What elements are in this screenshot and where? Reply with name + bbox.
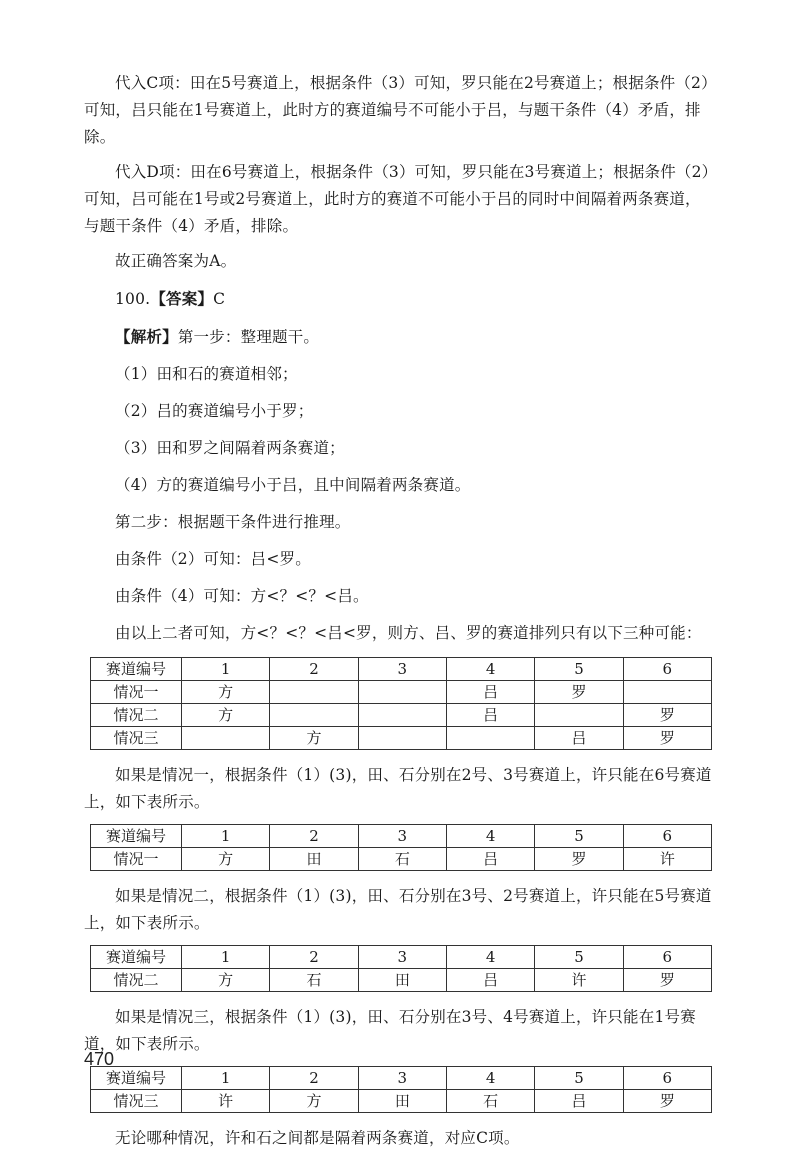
table-cell: 罗: [535, 681, 623, 704]
table-cell: 方: [182, 681, 270, 704]
answer-number: 100.: [115, 290, 151, 308]
overview-table: [90, 657, 712, 750]
table-header-row: [91, 658, 712, 681]
header-num-cell: 2: [270, 1067, 358, 1090]
header-num-cell: 2: [270, 946, 358, 969]
header-num-cell: 5: [535, 658, 623, 681]
header-num-cell: 6: [623, 1067, 711, 1090]
condition-3: （3）田和罗之间隔着两条赛道；: [115, 439, 345, 457]
table-cell: [182, 727, 270, 750]
header-num-cell: 4: [446, 1067, 534, 1090]
row-label-cell: 情况二: [91, 969, 182, 992]
case3-table: [90, 1066, 712, 1113]
table-cell: 罗: [623, 969, 711, 992]
analysis-label: 【解析】: [115, 327, 178, 346]
table-cell: 罗: [623, 1090, 711, 1113]
table-cell: [358, 727, 446, 750]
table-cell: 吕: [535, 1090, 623, 1113]
inference-2: 由条件（4）可知：方<？<？<吕。: [115, 587, 369, 605]
table-cell: [270, 681, 358, 704]
header-num-cell: 3: [358, 946, 446, 969]
row-label-cell: 情况二: [91, 704, 182, 727]
table-cell: 吕: [446, 681, 534, 704]
header-label-cell: 赛道编号: [91, 825, 182, 848]
table-cell: 罗: [623, 704, 711, 727]
header-num-cell: 4: [446, 825, 534, 848]
conclusion-line: 故正确答案为A。: [115, 252, 237, 270]
table-row: [91, 1090, 712, 1113]
table-cell: 石: [446, 1090, 534, 1113]
header-label-cell: 赛道编号: [91, 1067, 182, 1090]
table-cell: [535, 704, 623, 727]
header-num-cell: 4: [446, 946, 534, 969]
header-num-cell: 3: [358, 1067, 446, 1090]
inference-3: 由以上二者可知，方<？<？<吕<罗，则方、吕、罗的赛道排列只有以下三种可能：: [115, 624, 702, 642]
header-num-cell: 1: [182, 658, 270, 681]
answer-line: [84, 285, 716, 313]
header-num-cell: 5: [535, 1067, 623, 1090]
condition-4: （4）方的赛道编号小于吕，且中间隔着两条赛道。: [115, 476, 471, 494]
table-row: [91, 727, 712, 750]
step1-text: 第一步：整理题干。: [177, 328, 320, 346]
header-num-cell: 5: [535, 825, 623, 848]
header-num-cell: 2: [270, 825, 358, 848]
table-cell: 方: [270, 1090, 358, 1113]
table-cell: [270, 704, 358, 727]
table-cell: [623, 681, 711, 704]
case1-paragraph: 如果是情况一，根据条件（1）(3)，田、石分别在2号、3号赛道上，许只能在6号赛道上，如下表所示。: [84, 766, 712, 811]
answer-label: 【答案】: [150, 289, 214, 308]
table-cell: 许: [182, 1090, 270, 1113]
table-row: [91, 848, 712, 871]
analysis-line: [84, 323, 716, 351]
table-row: [91, 969, 712, 992]
page-number: 470: [84, 1049, 115, 1069]
table-cell: 罗: [535, 848, 623, 871]
header-num-cell: 3: [358, 658, 446, 681]
row-label-cell: 情况三: [91, 727, 182, 750]
header-num-cell: 6: [623, 658, 711, 681]
row-label-cell: 情况三: [91, 1090, 182, 1113]
condition-1: （1）田和石的赛道相邻；: [115, 365, 298, 383]
header-label-cell: 赛道编号: [91, 946, 182, 969]
case2-paragraph: 如果是情况二，根据条件（1）(3)，田、石分别在3号、2号赛道上，许只能在5号赛道上，如下表所示。: [84, 887, 712, 932]
table-cell: 吕: [446, 848, 534, 871]
table-cell: [358, 681, 446, 704]
table-cell: 吕: [446, 969, 534, 992]
answer-value: C: [213, 290, 226, 308]
condition-2: （2）吕的赛道编号小于罗；: [115, 402, 314, 420]
table-cell: 石: [270, 969, 358, 992]
header-num-cell: 2: [270, 658, 358, 681]
table-cell: 田: [358, 1090, 446, 1113]
row-label-cell: 情况一: [91, 848, 182, 871]
table-row: [91, 681, 712, 704]
table-cell: [446, 727, 534, 750]
table-cell: 罗: [623, 727, 711, 750]
case1-table: [90, 824, 712, 871]
step2-line: 第二步：根据题干条件进行推理。: [115, 513, 351, 531]
table-header-row: [91, 825, 712, 848]
table-cell: 方: [270, 727, 358, 750]
table-cell: 石: [358, 848, 446, 871]
table-cell: 田: [270, 848, 358, 871]
header-num-cell: 3: [358, 825, 446, 848]
header-num-cell: 6: [623, 825, 711, 848]
table-cell: 田: [358, 969, 446, 992]
table-header-row: [91, 1067, 712, 1090]
case2-table: [90, 945, 712, 992]
header-num-cell: 1: [182, 825, 270, 848]
table-cell: 方: [182, 848, 270, 871]
paragraph-d-option: 代入D项：田在6号赛道上，根据条件（3）可知，罗只能在3号赛道上；根据条件（2）可知，吕可能在1号或2号赛道上，此时方的赛道不可能小于吕的同时中间隔着两条赛道，与题干条件（4）矛盾，排除。: [84, 163, 710, 235]
header-num-cell: 1: [182, 946, 270, 969]
final-conclusion: 无论哪种情况，许和石之间都是隔着两条赛道，对应C项。: [115, 1129, 520, 1147]
table-cell: 许: [623, 848, 711, 871]
table-cell: [358, 704, 446, 727]
table-cell: 方: [182, 969, 270, 992]
inference-1: 由条件（2）可知：吕<罗。: [115, 550, 311, 568]
row-label-cell: 情况一: [91, 681, 182, 704]
header-num-cell: 4: [446, 658, 534, 681]
table-cell: 吕: [446, 704, 534, 727]
table-cell: 吕: [535, 727, 623, 750]
page-content: [84, 70, 716, 1162]
table-row: [91, 704, 712, 727]
table-header-row: [91, 946, 712, 969]
header-num-cell: 6: [623, 946, 711, 969]
header-num-cell: 1: [182, 1067, 270, 1090]
paragraph-c-option: 代入C项：田在5号赛道上，根据条件（3）可知，罗只能在2号赛道上；根据条件（2）可知，吕只能在1号赛道上，此时方的赛道编号不可能小于吕，与题干条件（4）矛盾，排除。: [84, 74, 710, 146]
header-num-cell: 5: [535, 946, 623, 969]
table-cell: 方: [182, 704, 270, 727]
header-label-cell: 赛道编号: [91, 658, 182, 681]
case3-paragraph: 如果是情况三，根据条件（1）(3)，田、石分别在3号、4号赛道上，许只能在1号赛道，如下表所示。: [84, 1008, 696, 1053]
table-cell: 许: [535, 969, 623, 992]
